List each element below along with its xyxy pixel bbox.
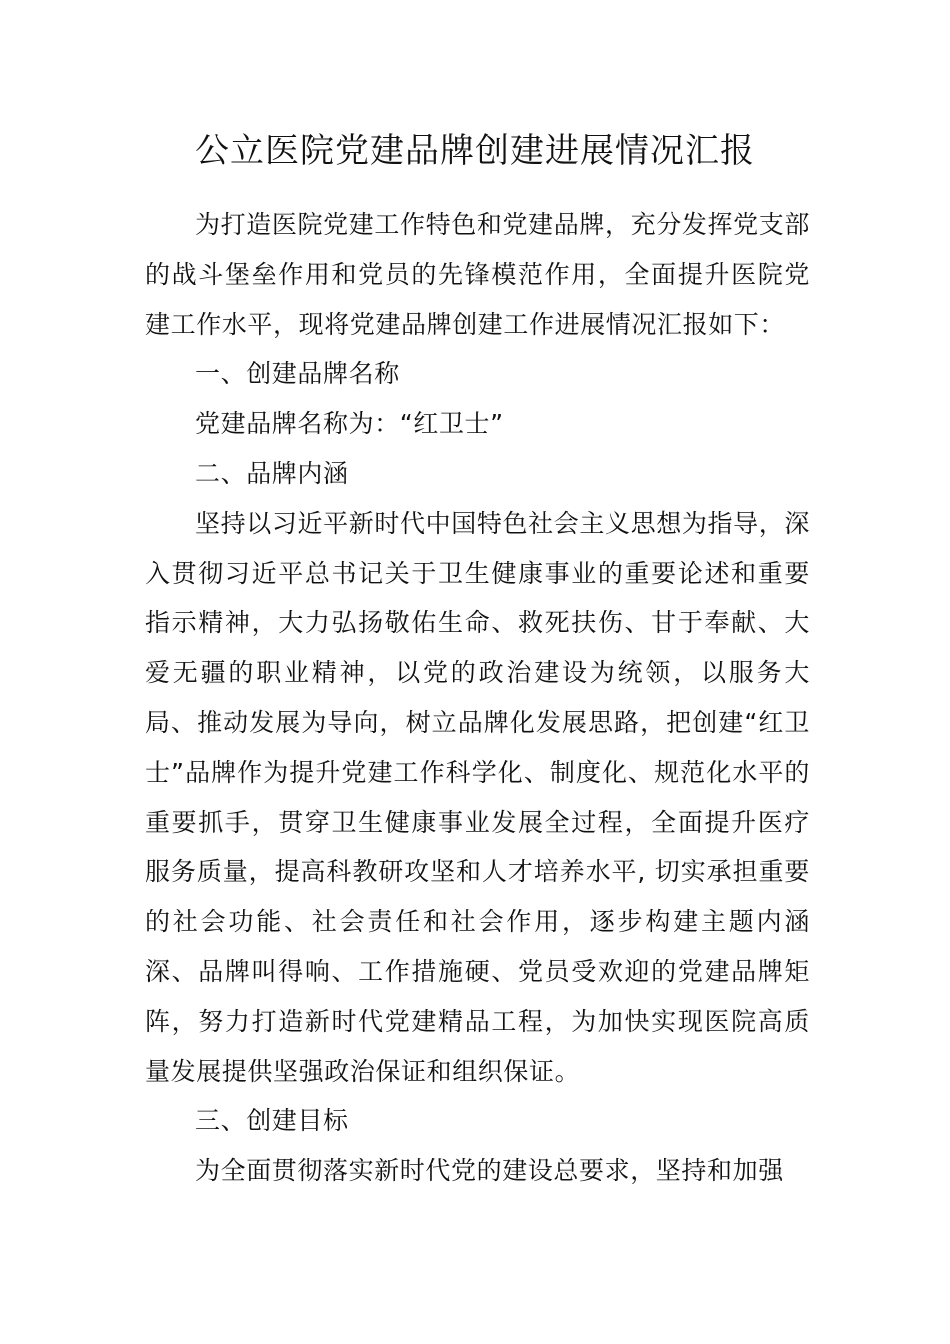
document-body: [145, 200, 810, 1196]
document-title: 公立医院党建品牌创建进展情况汇报: [195, 131, 755, 171]
brand-name-paragraph: 党建品牌名称为：“红卫士”: [195, 409, 504, 439]
section-heading-brand-meaning: 二、品牌内涵: [195, 458, 349, 488]
section-heading-brand-name: 一、创建品牌名称: [195, 359, 400, 389]
intro-paragraph: 为打造医院党建工作特色和党建品牌，充分发挥党支部的战斗堡垒作用和党员的先锋模范作用，全面提升医院党建工作水平，现将党建品牌创建工作进展情况汇报如下：: [145, 210, 810, 339]
brand-meaning-paragraph: 坚持以习近平新时代中国特色社会主义思想为指导，深入贯彻习近平总书记关于卫生健康事业的重要论述和重要指示精神，大力弘扬敬佑生命、救死扶伤、甘于奉献、大爱无疆的职业精神，以党的政治建设为统领，以服务大局、推动发展为导向，树立品牌化发展思路，把创建“红卫士”品牌作为提升党建工作科学化、制度化、规范化水平的重要抓手，贯穿卫生健康事业发展全过程，全面提升医疗服务质量，提高科教研攻坚和人才培养水平, 切实承担重要的社会功能、社会责任和社会作用，逐步构建主题内涵深、品牌叫得响、工作措施硬、党员受欢迎的党建品牌矩阵，努力打造新时代党建精品工程，为加快实现医院高质量发展提供坚强政治保证和组织保证。: [145, 508, 810, 1086]
goals-paragraph: 为全面贯彻落实新时代党的建设总要求，坚持和加强: [195, 1156, 784, 1186]
section-heading-goals: 三、创建目标: [195, 1106, 349, 1136]
